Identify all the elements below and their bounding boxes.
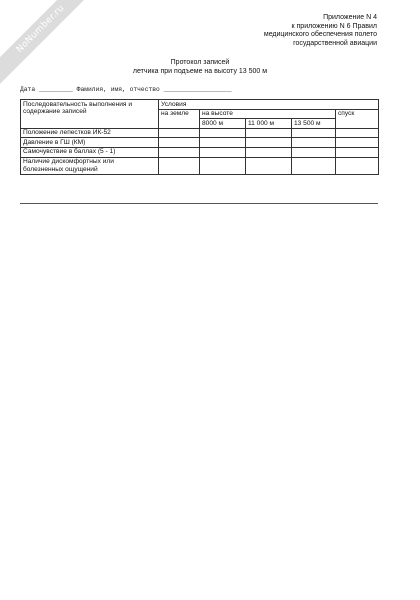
blank-entry-cell[interactable] (292, 128, 336, 138)
altitude-header-cell: 11 000 м (246, 119, 292, 129)
conditions-header-cell: Условия (159, 100, 379, 110)
blank-entry-cell[interactable] (159, 147, 200, 157)
blank-entry-cell[interactable] (246, 138, 292, 148)
blank-entry-cell[interactable] (159, 128, 200, 138)
table-row (21, 157, 379, 174)
protocol-title (0, 59, 400, 76)
blank-entry-cell[interactable] (292, 157, 336, 174)
blank-entry-cell[interactable] (200, 128, 246, 138)
row-label-cell: Давление в ГШ (КМ) (21, 138, 159, 148)
blank-entry-cell[interactable] (292, 138, 336, 148)
blank-entry-cell[interactable] (200, 147, 246, 157)
blank-entry-cell[interactable] (159, 157, 200, 174)
table-row (21, 147, 379, 157)
altitude-header-cell: 8000 м (200, 119, 246, 129)
blank-entry-cell[interactable] (246, 157, 292, 174)
appendix-line: Приложение N 4 (323, 14, 377, 21)
table-row (21, 128, 379, 138)
protocol-title-line: Протокол записей (170, 59, 230, 66)
appendix-reference (264, 14, 377, 48)
blank-entry-cell[interactable] (336, 157, 379, 174)
protocol-table (20, 99, 379, 175)
watermark-text: NoNumber.ru (14, 3, 67, 56)
blank-entry-cell[interactable] (336, 147, 379, 157)
table-header-row (21, 100, 379, 110)
blank-entry-cell[interactable] (159, 138, 200, 148)
appendix-line: к приложению N 6 Правил (291, 22, 377, 30)
altitude-header-cell: 13 500 м (292, 119, 336, 129)
blank-entry-cell[interactable] (246, 147, 292, 157)
appendix-line: медицинского обеспечения полето (263, 31, 377, 39)
blank-entry-cell[interactable] (246, 128, 292, 138)
row-label-cell: Самочувствие в баллах (5 - 1) (21, 147, 159, 157)
row-label-cell: Наличие дискомфортных или болезненных ощущений (21, 157, 159, 174)
appendix-line: государственной авиации (293, 39, 377, 47)
protocol-title-line: летчика при подъеме на высоту 13 500 м (132, 67, 268, 75)
on-ground-header-cell: на земле (159, 109, 200, 128)
blank-entry-cell[interactable] (336, 138, 379, 148)
bottom-divider-line (20, 203, 378, 204)
at-altitude-header-cell: на высоте (200, 109, 336, 119)
blank-entry-cell[interactable] (200, 138, 246, 148)
date-name-fill-line: Дата _________ Фамилия, имя, отчество __________________ (20, 86, 232, 93)
sequence-header-cell: Последовательность выполнения и содержание записей (21, 100, 159, 129)
blank-entry-cell[interactable] (200, 157, 246, 174)
table-row (21, 138, 379, 148)
descent-header-cell: спуск (336, 109, 379, 128)
blank-entry-cell[interactable] (336, 128, 379, 138)
blank-entry-cell[interactable] (292, 147, 336, 157)
row-label-cell: Положение лепестков ИК-52 (21, 128, 159, 138)
